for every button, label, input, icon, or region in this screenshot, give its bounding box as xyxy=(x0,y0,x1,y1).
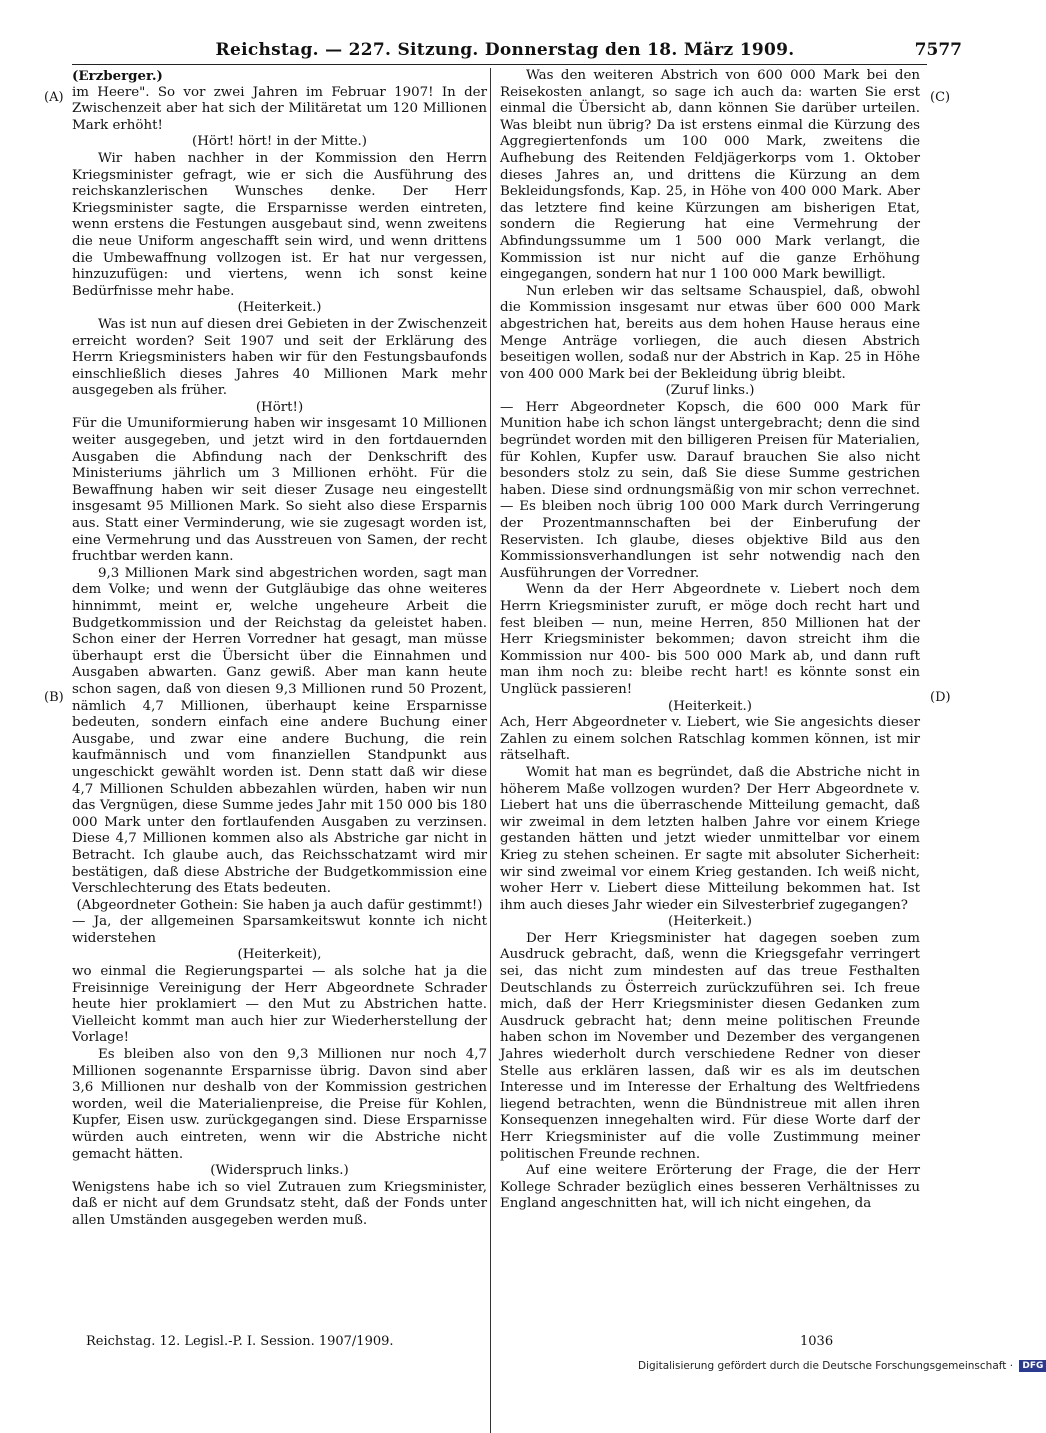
paragraph: im Heere". So vor zwei Jahren im Februar 1907! In der Zwischenzeit aber hat sich der Militäretat um 120 Millionen Mark erhöht! xyxy=(72,84,487,133)
interjection: (Heiterkeit), xyxy=(237,947,322,963)
paragraph: Nun erleben wir das seltsame Schauspiel, daß, obwohl die Kommission insgesamt nur etwas über 600 000 Mark abgestrichen hat, bereits aus dem hohen Hause heraus eine Menge Anträge vorliegen, die auch diesen Abstrich beseitigen wollen, sodaß nur der Abstrich in Kap. 25 in Höhe von 400 000 Mark bei der Bekleidung übrig bleibt. xyxy=(500,283,920,382)
interjection: (Widerspruch links.) xyxy=(210,1163,349,1179)
paragraph: Ach, Herr Abgeordneter v. Liebert, wie Sie angesichts dieser Zahlen zu einem solchen Ratschlag kommen können, ist mir rätselhaft. xyxy=(500,715,920,764)
paragraph: Für die Umuniformierung haben wir insgesamt 10 Millionen weiter ausgegeben, und jetzt wird in den fortdauernden Ausgaben die Abfindung nach der Denkschrift des Ministeriums jährlich um 3 Millionen erhöht. Für die Bewaffnung haben wir seit dieser Zusage neu eingestellt insgesamt 95 Millionen Mark. So sieht also diese Ersparnis aus. Statt einer Verminderung, wie sie zugesagt worden ist, eine Vermehrung und das Ausstreuen von Samen, der recht fruchtbar werden kann. xyxy=(72,416,487,565)
dfg-logo: DFG xyxy=(1019,1360,1046,1372)
column-divider xyxy=(490,68,491,1433)
left-column xyxy=(72,68,487,1230)
speaker-label: (Erzberger.) xyxy=(72,68,163,84)
paragraph: Was ist nun auf diesen drei Gebieten in der Zwischenzeit erreicht worden? Seit 1907 und seit der Erklärung des Herrn Kriegsministers haben wir für den Festungsbaufonds einschließlich dieses Jahres 40 Millionen Mark mehr ausgegeben als früher. xyxy=(72,316,487,399)
paragraph: Wenigstens habe ich so viel Zutrauen zum Kriegsminister, daß er nicht auf dem Grundsatz steht, daß der Fonds unter allen Umständen ausgegeben werden muß. xyxy=(72,1179,487,1228)
paragraph: Womit hat man es begründet, daß die Abstriche nicht in höherem Maße vollzogen wurden? Der Herr Abgeordnete v. Liebert hat uns die überraschende Mitteilung gemacht, daß wir zweimal in dem letzten halben Jahre vor einem Kriege gestanden hätten und jetzt wieder unmittelbar vor einem Krieg zu stehen scheinen. Er sagte mit absoluter Sicherheit: wir sind zweimal vor einem Krieg gestanden. Ich weiß nicht, woher Herr v. Liebert diese Mitteilung bekommen hat. Ist ihm auch dieses Jahr wieder ein Silvesterbrief zugegangen? xyxy=(500,764,920,913)
paragraph: Was den weiteren Abstrich von 600 000 Mark bei den Reisekosten anlangt, so sage ich auch da: warten Sie erst einmal die Übersicht ab, dann können Sie darüber urteilen. Was bleibt nun übrig? Da ist erstens einmal die Kürzung des Aggregiertenfonds um 100 000 Mark, zweitens die Aufhebung des Reitenden Feldjägerkorps vom 1. Oktober dieses Jahres an, und drittens die Kürzung an dem Bekleidungsfonds, Kap. 25, in Höhe von 400 000 Mark. Aber das letztere find keine Kürzungen am bisherigen Etat, sondern die Regierung hat eine Vermehrung der Abfindungssumme um 1 500 000 Mark verlangt, die Kommission ist nur nicht auf die ganze Erhöhung eingegangen, sondern hat nur 1 100 000 Mark bewilligt. xyxy=(500,68,920,283)
page-header xyxy=(60,36,962,66)
interjection: (Heiterkeit.) xyxy=(668,698,752,714)
paragraph: Wir haben nachher in der Kommission den Herrn Kriegsminister gefragt, wie er sich die Ausführung des reichskanzlerischen Wunsches denke. Der Herr Kriegsminister sagte, die Ersparnisse werden eintreten, wenn erstens die Festungen ausgebaut sind, wenn zweitens die neue Uniform angeschafft sein wird, und wenn drittens die Umbewaffnung vollzogen ist. Er hat nur vergessen, hinzuzufügen: und viertens, wenn ich sonst keine Bedürfnisse mehr habe. xyxy=(72,150,487,299)
interjection: (Hört!) xyxy=(255,399,304,415)
paragraph: — Ja, der allgemeinen Sparsamkeitswut konnte ich nicht widerstehen xyxy=(72,914,487,946)
interjection: (Zuruf links.) xyxy=(665,383,755,399)
paragraph: wo einmal die Regierungspartei — als solche hat ja die Freisinnige Vereinigung der Herr Abgeordnete Schrader heute hier proklamiert — den Mut zu Abstrichen hatte. Vielleicht kommt man auch hier zur Wiederherstellung der Vorlage! xyxy=(72,964,487,1046)
right-column xyxy=(500,68,920,1213)
interjection: (Heiterkeit.) xyxy=(237,300,322,316)
paragraph: Auf eine weitere Erörterung der Frage, die der Herr Kollege Schrader bezüglich eines besseren Verhältnisses zu England angeschnitten hat, will ich nicht eingehen, da xyxy=(500,1163,920,1212)
header-title: Reichstag. — 227. Sitzung. Donnerstag den 18. März 1909. xyxy=(215,40,795,60)
interjection: (Hört! hört! in der Mitte.) xyxy=(192,134,367,150)
header-rule xyxy=(72,64,927,65)
header-page-number: 7577 xyxy=(914,40,962,60)
digitization-credit xyxy=(638,1360,1046,1372)
paragraph: — Herr Abgeordneter Kopsch, die 600 000 Mark für Munition habe ich schon längst untergebracht; denn die sind begründet worden mit den billigeren Preisen für Materialien, für Kohlen, Kupfer usw. Darauf brauchen Sie also nicht besonders stolz zu sein, daß Sie diese Summe gestrichen haben. Diese sind ordnungsmäßig von mir schon verrechnet. — Es bleiben noch übrig 100 000 Mark durch Verringerung der Prozentmannschaften bei der Einberufung der Reservisten. Ich glaube, dieses objektive Bild aus den Kommissionsverhandlungen ist sehr notwendig nach den Ausführungen der Vorredner. xyxy=(500,399,920,581)
margin-mark-d: (D) xyxy=(930,690,951,705)
margin-mark-c: (C) xyxy=(930,90,951,105)
paragraph: 9,3 Millionen Mark sind abgestrichen worden, sagt man dem Volke; und wenn der Gutgläubige das ohne weiteres hinnimmt, meint er, welche ungeheure Arbeit die Budgetkommission und der Reichstag da geleistet haben. Schon einer der Herren Vorredner hat gesagt, man müsse überhaupt erst die Übersicht über die Einnahmen und Ausgaben abwarten. Ganz gewiß. Aber man kann heute schon sagen, daß von diesen 9,3 Millionen rund 50 Prozent, nämlich 4,7 Millionen, überhaupt keine Ersparnisse bedeuten, sondern einfach eine andere Buchung einer Ausgabe, und zwar eine andere Buchung, die rein kaufmännisch und vom finanziellen Standpunkt aus ungeschickt gewählt worden ist. Denn statt daß wir diese 4,7 Millionen Schulden abbezahlen würden, haben wir nun das Vergnügen, diese Summe jedes Jahr mit 150 000 bis 180 000 Mark unter den fortlaufenden Ausgaben zu verzinsen. Diese 4,7 Millionen kommen also als Abstriche gar nicht in Betracht. Ich glaube auch, das Reichsschatzamt wird mir bestätigen, daß diese Abstriche der Budgetkommission eine Verschlechterung des Etats bedeuten. xyxy=(72,565,487,897)
footer-page-ref: 1036 xyxy=(800,1334,834,1349)
footer-left: Reichstag. 12. Legisl.-P. I. Session. 1907/1909. xyxy=(86,1334,394,1349)
interjection: (Heiterkeit.) xyxy=(668,914,752,930)
paragraph: Wenn da der Herr Abgeordnete v. Liebert noch dem Herrn Kriegsminister zuruft, er möge doch recht hart und fest bleiben — nun, meine Herren, 850 Millionen hat der Herr Kriegsminister bekommen; davon streicht ihm die Kommission nur 400- bis 500 000 Mark ab, und dann ruft man ihm noch zu: bleibe recht hart! es könnte sonst ein Unglück passieren! xyxy=(500,582,920,697)
interjection: (Abgeordneter Gothein: Sie haben ja auch dafür gestimmt!) xyxy=(76,897,483,913)
margin-mark-a: (A) xyxy=(44,90,64,105)
paragraph: Es bleiben also von den 9,3 Millionen nur noch 4,7 Millionen sogenannte Ersparnisse übrig. Davon sind aber 3,6 Millionen nur deshalb von der Kommission gestrichen worden, weil die Materialienpreise, die Preise für Kohlen, Kupfer, Eisen usw. zurückgegangen sind. Diese Ersparnisse würden auch eintreten, wenn wir die Abstriche nicht gemacht hätten. xyxy=(72,1047,487,1162)
paragraph: Der Herr Kriegsminister hat dagegen soeben zum Ausdruck gebracht, daß, wenn die Kriegsgefahr verringert sei, das nicht zum mindesten auf das treue Festhalten Deutschlands zu Österreich zurückzuführen sei. Ich freue mich, daß der Herr Kriegsminister diesen Gedanken zum Ausdruck gebracht hat; denn meine politischen Freunde haben schon im November und Dezember des vergangenen Jahres wiederholt durch verschiedene Redner von dieser Stelle aus erklären lassen, daß wir es als im deutschen Interesse und im Interesse der Erhaltung des Weltfriedens liegend betrachten, wenn die Bündnistreue mit allen ihren Konsequenzen innegehalten wird. Für diese Worte darf der Herr Kriegsminister auf die volle Zustimmung meiner politischen Freunde rechnen. xyxy=(500,930,920,1162)
credit-text: Digitalisierung gefördert durch die Deutsche Forschungsgemeinschaft · xyxy=(638,1360,1014,1372)
margin-mark-b: (B) xyxy=(44,690,64,705)
